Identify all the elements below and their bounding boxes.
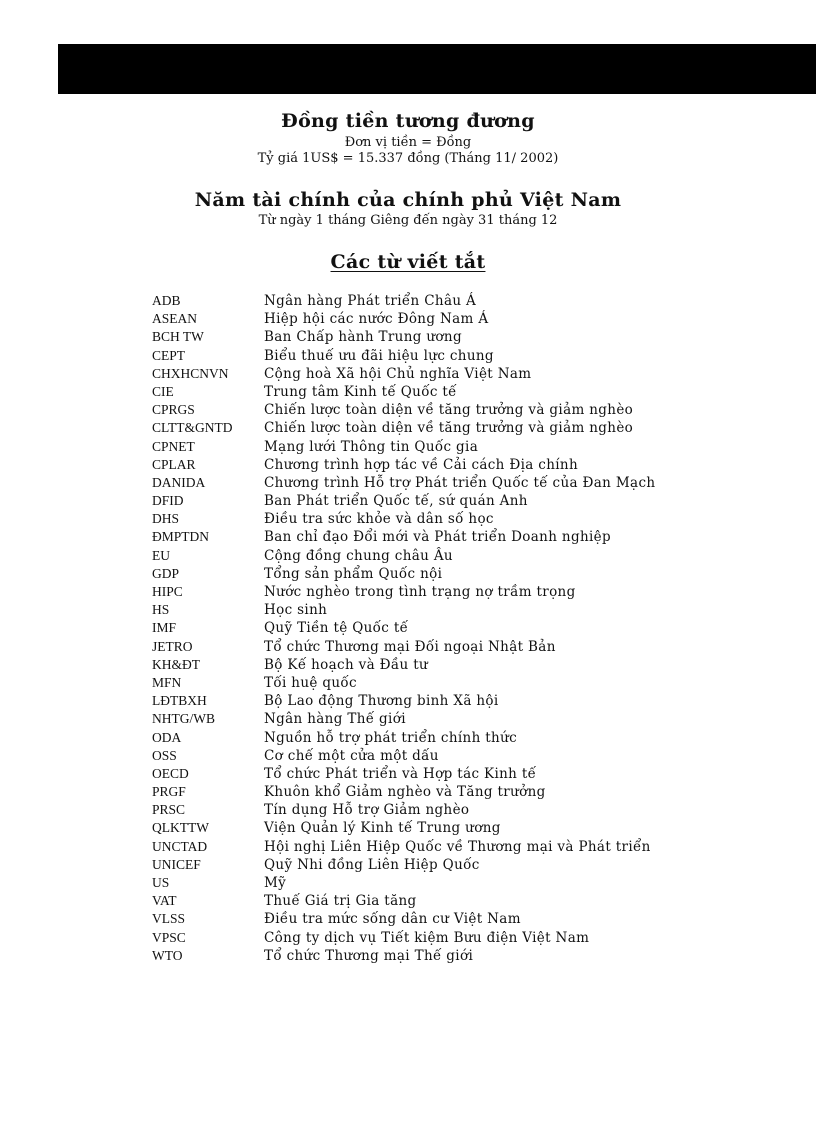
abbreviation-code: NHTG/WB [152, 711, 215, 727]
abbreviation-row [152, 347, 655, 365]
abbreviation-row [152, 801, 655, 819]
abbreviation-description: Trung tâm Kinh tế Quốc tế [264, 383, 457, 400]
abbreviation-row [152, 710, 655, 728]
abbreviation-description: Cộng hoà Xã hội Chủ nghĩa Việt Nam [264, 365, 532, 382]
currency-unit: Đơn vị tiền = Đồng [344, 135, 472, 150]
abbreviation-row [152, 765, 655, 783]
abbreviation-description: Chiến lược toàn diện về tăng trưởng và giảm nghèo [264, 402, 634, 419]
abbreviation-description: Mạng lưới Thông tin Quốc gia [264, 438, 479, 455]
abbreviation-code: CEPT [152, 347, 186, 363]
abbreviation-description: Hiệp hội các nước Đông Nam Á [264, 311, 489, 328]
abbreviation-description: Ban Phát triển Quốc tế, sứ quán Anh [264, 493, 528, 510]
abbreviation-row [152, 601, 655, 619]
abbreviation-row [152, 947, 655, 965]
fiscal-year-period: Từ ngày 1 tháng Giêng đến ngày 31 tháng 12 [258, 213, 558, 228]
abbreviation-description: Ngân hàng Phát triển Châu Á [264, 293, 477, 309]
abbreviation-row [152, 438, 655, 456]
abbreviation-row [152, 892, 655, 910]
abbreviation-code: QLKTTW [152, 820, 209, 836]
abbreviation-code: OSS [152, 747, 177, 763]
abbreviation-description: Cộng đồng chung châu Âu [264, 547, 453, 564]
abbreviation-description: Công ty dịch vụ Tiết kiệm Bưu điện Việt Nam [264, 929, 590, 946]
abbreviation-code: JETRO [152, 638, 193, 654]
abbreviation-description: Biểu thuế ưu đãi hiệu lực chung [264, 347, 494, 364]
abbreviation-description: Học sinh [264, 602, 328, 619]
abbreviation-description: Chương trình Hỗ trợ Phát triển Quốc tế của Đan Mạch [264, 474, 656, 491]
abbreviation-code: VPSC [152, 929, 186, 945]
abbreviation-row [152, 547, 655, 565]
abbreviation-code: CIE [152, 383, 174, 399]
abbreviation-row [152, 910, 655, 928]
abbreviation-code: IMF [152, 620, 177, 636]
abbreviation-code: VLSS [152, 911, 186, 927]
abbreviation-description: Chiến lược toàn diện về tăng trưởng và giảm nghèo [264, 420, 634, 437]
abbreviation-description: Nước nghèo trong tình trạng nợ trầm trọng [264, 584, 576, 600]
abbreviation-row [152, 528, 655, 546]
abbreviation-row [152, 838, 655, 856]
abbreviation-description: Cơ chế một cửa một dấu [264, 747, 439, 764]
abbreviation-row [152, 492, 655, 510]
abbreviation-code: DANIDA [152, 474, 206, 490]
abbreviation-code: CHXHCNVN [152, 365, 229, 381]
abbreviation-code: ADB [152, 293, 181, 308]
abbreviation-description: Ban chỉ đạo Đổi mới và Phát triển Doanh nghiệp [264, 529, 611, 546]
abbreviation-code: GDP [152, 565, 180, 581]
abbreviation-code: MFN [152, 674, 182, 690]
abbreviation-row [152, 383, 655, 401]
abbreviation-code: ODA [152, 729, 182, 745]
abbreviation-code: CPRGS [152, 402, 195, 418]
abbreviation-description: Bộ Kế hoạch và Đầu tư [264, 656, 429, 673]
abbreviation-row [152, 419, 655, 437]
abbreviation-code: CPLAR [152, 456, 196, 472]
abbreviation-code: DHS [152, 511, 180, 527]
abbreviation-row [152, 692, 655, 710]
abbreviation-row [152, 619, 655, 637]
abbreviation-description: Tổ chức Thương mại Đối ngoại Nhật Bản [264, 638, 556, 655]
abbreviation-code: UNICEF [152, 856, 201, 872]
abbreviation-code: LĐTBXH [152, 693, 207, 709]
abbreviation-description: Tối huệ quốc [264, 674, 357, 691]
abbreviation-description: Chương trình hợp tác về Cải cách Địa chính [264, 456, 579, 473]
abbreviation-row [152, 638, 655, 656]
abbreviation-code: KH&ĐT [152, 656, 200, 672]
abbreviation-row [152, 310, 655, 328]
abbreviation-description: Tổ chức Thương mại Thế giới [264, 947, 474, 964]
abbreviation-code: CPNET [152, 438, 195, 454]
abbreviation-description: Viện Quản lý Kinh tế Trung ương [264, 820, 501, 837]
abbreviation-description: Tín dụng Hỗ trợ Giảm nghèo [264, 802, 470, 819]
abbreviation-row [152, 401, 655, 419]
abbreviation-row [152, 510, 655, 528]
abbreviation-code: CLTT&GNTD [152, 420, 233, 436]
abbreviation-row [152, 929, 655, 947]
abbreviation-row [152, 565, 655, 583]
abbreviation-description: Điều tra sức khỏe và dân số học [264, 511, 494, 528]
abbreviation-row [152, 819, 655, 837]
abbreviation-row [152, 674, 655, 692]
abbreviation-description: Khuôn khổ Giảm nghèo và Tăng trưởng [264, 784, 546, 801]
abbreviation-code: VAT [152, 893, 177, 909]
abbreviation-row [152, 856, 655, 874]
exchange-rate: Tỷ giá 1US$ = 15.337 đồng (Tháng 11/ 2002) [257, 151, 559, 166]
abbreviation-code: OECD [152, 765, 189, 781]
abbreviation-row [152, 656, 655, 674]
abbreviation-code: US [152, 875, 170, 890]
abbreviation-code: ASEAN [152, 311, 198, 327]
abbreviation-code: HS [152, 602, 170, 618]
abbreviation-row [152, 583, 655, 601]
abbreviation-code: EU [152, 547, 170, 563]
abbreviation-description: Tổng sản phẩm Quốc nội [264, 565, 443, 582]
abbreviation-description: Ban Chấp hành Trung ương [264, 329, 462, 346]
abbreviation-description: Điều tra mức sống dân cư Việt Nam [264, 911, 521, 928]
abbreviation-description: Nguồn hỗ trợ phát triển chính thức [264, 729, 518, 746]
abbreviation-description: Bộ Lao động Thương binh Xã hội [264, 693, 499, 710]
abbreviation-code: ĐMPTDN [152, 529, 210, 545]
abbreviation-row [152, 292, 655, 310]
abbreviation-code: WTO [152, 947, 183, 963]
abbreviations-title: Các từ viết tắt [330, 251, 486, 273]
abbreviation-description: Thuế Giá trị Gia tăng [264, 893, 417, 910]
abbreviation-row [152, 328, 655, 346]
abbreviation-code: BCH TW [152, 329, 204, 345]
abbreviation-row [152, 783, 655, 801]
header-black-bar [58, 44, 816, 94]
abbreviation-description: Hội nghị Liên Hiệp Quốc về Thương mại và Phát triển [264, 838, 651, 855]
abbreviation-row [152, 874, 655, 892]
abbreviation-code: DFID [152, 493, 184, 509]
abbreviation-code: UNCTAD [152, 838, 208, 854]
currency-title: Đồng tiền tương đương [281, 110, 535, 132]
abbreviation-code: HIPC [152, 584, 183, 599]
abbreviation-list [152, 292, 655, 965]
abbreviation-row [152, 456, 655, 474]
abbreviation-row [152, 474, 655, 492]
abbreviation-description: Quỹ Nhi đồng Liên Hiệp Quốc [264, 856, 480, 873]
abbreviation-description: Ngân hàng Thế giới [264, 711, 406, 728]
abbreviation-row [152, 747, 655, 765]
abbreviation-description: Quỹ Tiền tệ Quốc tế [264, 620, 409, 637]
abbreviation-code: PRSC [152, 802, 186, 818]
fiscal-year-title: Năm tài chính của chính phủ Việt Nam [194, 189, 622, 211]
abbreviation-description: Mỹ [264, 875, 287, 891]
abbreviation-row [152, 729, 655, 747]
abbreviation-row [152, 365, 655, 383]
abbreviation-code: PRGF [152, 784, 186, 800]
abbreviation-description: Tổ chức Phát triển và Hợp tác Kinh tế [264, 765, 537, 782]
